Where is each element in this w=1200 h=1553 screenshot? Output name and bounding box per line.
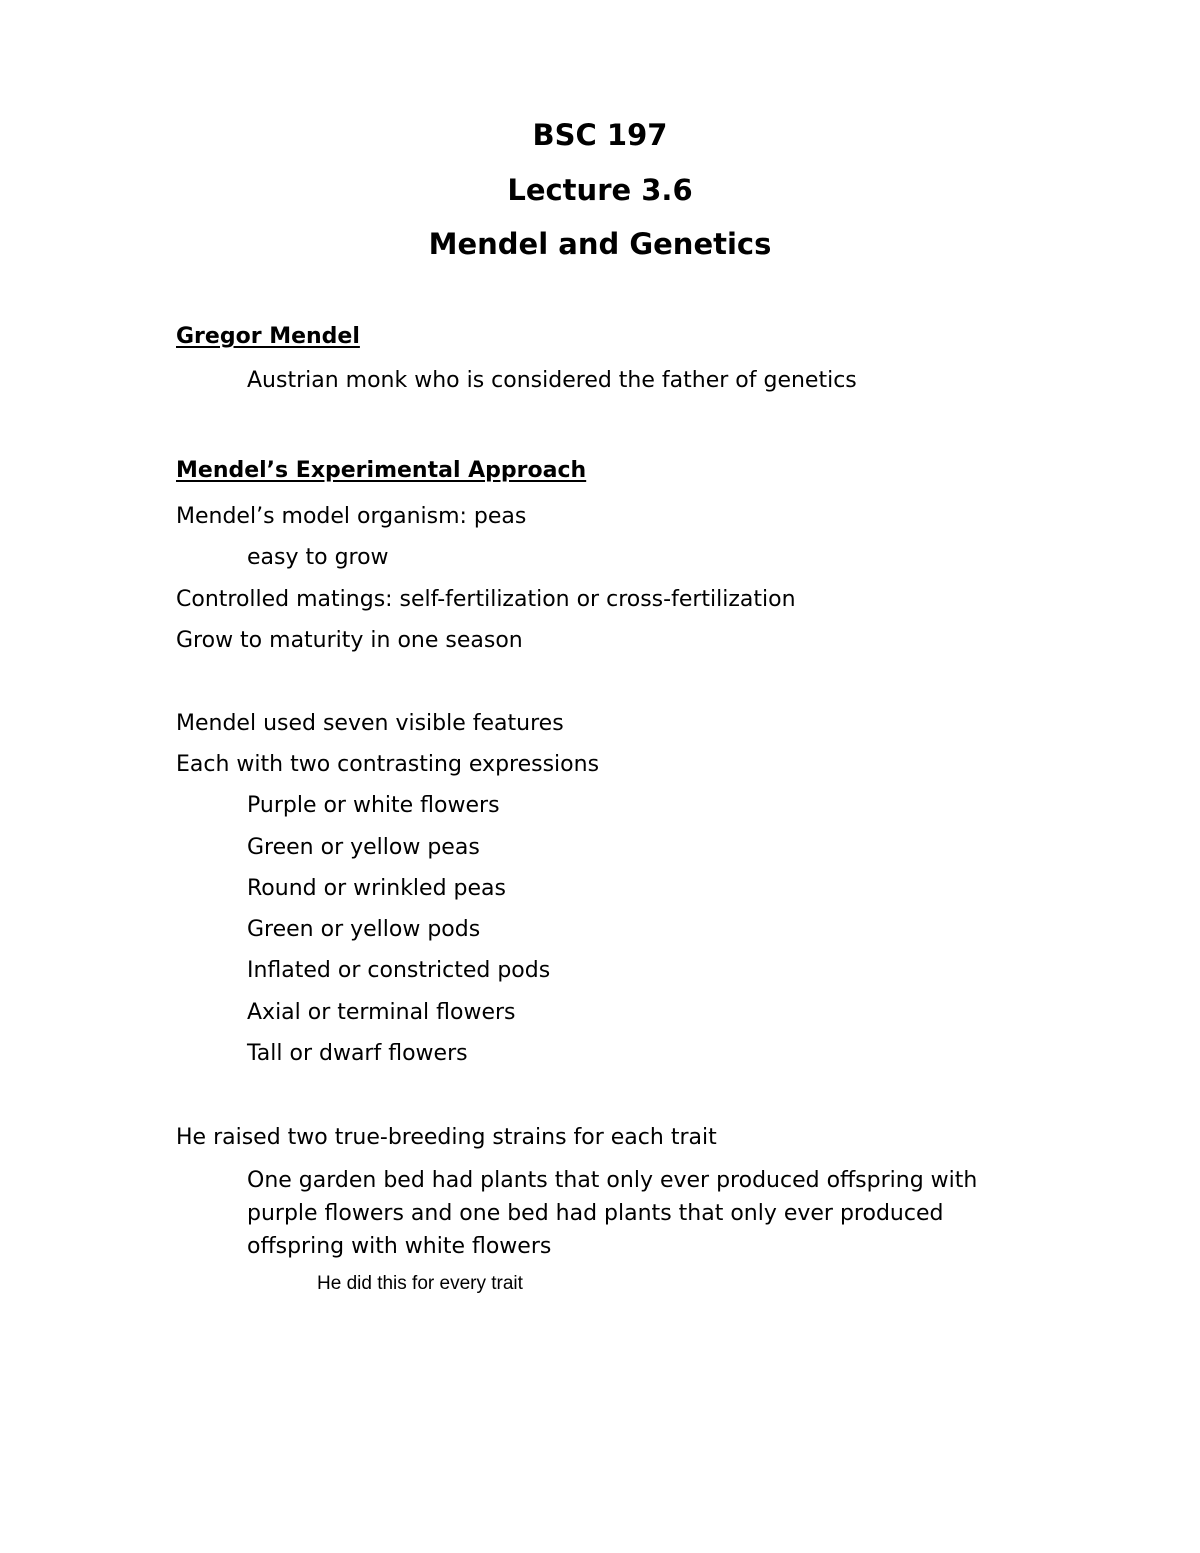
model-organism-line: Mendel’s model organism: peas xyxy=(176,504,527,529)
garden-bed-paragraph: One garden bed had plants that only ever produced offspring with purple flowers and one bed had plants that only ever produced offspring with white flowers xyxy=(247,1168,978,1259)
features-intro-line: Mendel used seven visible features xyxy=(176,711,564,736)
feature-item: Green or yellow peas xyxy=(247,835,480,860)
true-breeding-line: He raised two true-breeding strains for each trait xyxy=(176,1125,717,1150)
course-title: BSC 197 xyxy=(532,118,668,152)
lecture-number: Lecture 3.6 xyxy=(507,173,693,207)
every-trait-note: He did this for every trait xyxy=(317,1273,523,1294)
feature-item: Inflated or constricted pods xyxy=(247,958,551,983)
maturity-line: Grow to maturity in one season xyxy=(176,628,523,653)
feature-item: Green or yellow pods xyxy=(247,917,481,942)
mendel-description: Austrian monk who is considered the father of genetics xyxy=(247,368,857,393)
easy-to-grow-line: easy to grow xyxy=(247,545,389,570)
lecture-topic: Mendel and Genetics xyxy=(428,227,772,261)
controlled-matings-line: Controlled matings: self-fertilization or cross-fertilization xyxy=(176,587,796,612)
feature-item: Round or wrinkled peas xyxy=(247,876,506,901)
feature-item: Axial or terminal flowers xyxy=(247,1000,516,1025)
heading-gregor-mendel: Gregor Mendel xyxy=(176,324,360,349)
heading-experimental-approach: Mendel’s Experimental Approach xyxy=(176,458,587,483)
feature-item: Tall or dwarf flowers xyxy=(247,1041,468,1066)
feature-item: Purple or white flowers xyxy=(247,793,500,818)
contrasting-expressions-line: Each with two contrasting expressions xyxy=(176,752,600,777)
